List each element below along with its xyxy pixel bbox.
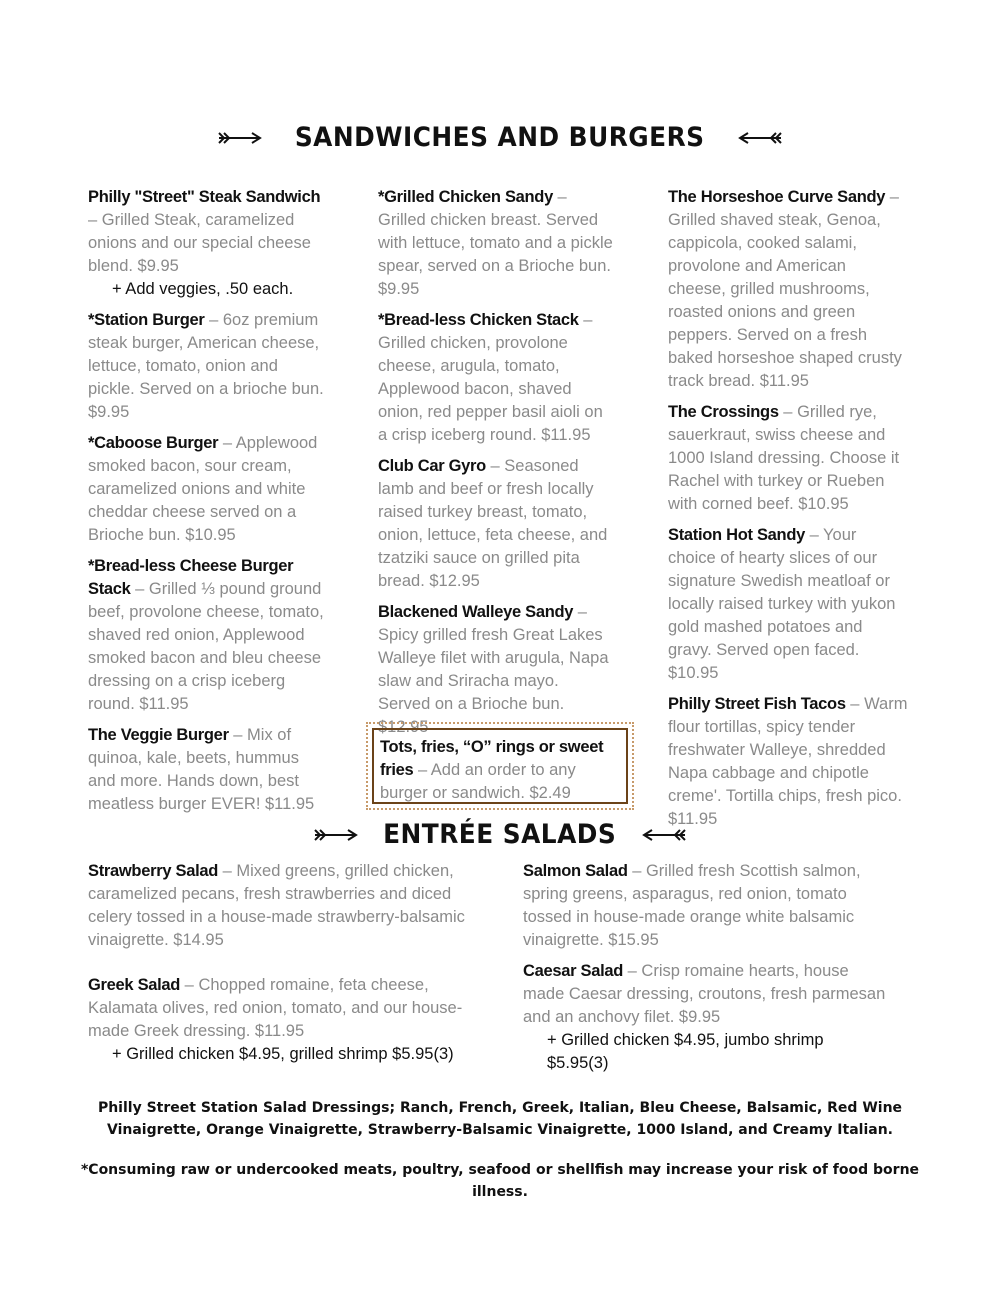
item-name: Salmon Salad [523,862,628,880]
item-description: – Grilled shaved steak, Genoa, cappicola, cooked salami, provolone and American cheese, grilled mushrooms, roasted onions and green peppers. Served on a fresh baked horseshoe shaped crusty track bread. $11.95 [668,188,902,390]
dressings-note: Philly Street Station Salad Dressings; Ranch, French, Greek, Italian, Bleu Cheese, Balsamic, Red Wine Vinaigrette, Orange Vinaigrette, Strawberry-Balsamic Vinaigrette, 1000 Island, and Creamy Italian. [97,1100,903,1138]
sandwiches-header [0,122,1000,153]
item-name: *Grilled Chicken Sandy [378,188,553,206]
item-name: The Veggie Burger [88,726,229,744]
menu-item [88,724,324,816]
item-addon: + Add veggies, .50 each. [112,280,294,298]
menu-item [88,432,324,547]
item-description: – 6oz premium steak burger, American cheese, lettuce, tomato, onion and pickle. Served on a brioche bun. $9.95 [88,311,324,421]
item-description: – Grilled fresh Scottish salmon, spring greens, asparagus, red onion, tomato tossed in house-made orange white balsamic vinaigrette. $15.95 [523,862,861,949]
item-description: – Chopped romaine, feta cheese, Kalamata olives, red onion, tomato, and our house-made Greek dressing. $11.95 [88,976,463,1040]
item-name: Station Hot Sandy [668,526,805,544]
sandwich-column-2 [378,186,614,747]
item-name: Blackened Walleye Sandy [378,603,574,621]
menu-item [88,555,324,716]
item-description: – Grilled Steak, caramelized onions and our special cheese blend. $9.95 [88,211,311,275]
item-description: – Grilled chicken, provolone cheese, arugula, tomato, Applewood bacon, shaved onion, red pepper basil aioli on a crisp iceberg round. $11.95 [378,311,603,444]
item-description: – Seasoned lamb and beef or fresh locally raised turkey breast, tomato, onion, lettuce, feta cheese, and tzatziki sauce on grilled pita bread. $12.95 [378,457,608,590]
item-description: – Spicy grilled fresh Great Lakes Walleye filet with arugula, Napa slaw and Sriracha mayo. Served on a Brioche bun. $12.95 [378,603,609,736]
menu-item [523,960,888,1075]
item-name: *Bread-less Chicken Stack [378,311,579,329]
item-name: The Horseshoe Curve Sandy [668,188,886,206]
item-name: Philly Street Fish Tacos [668,695,846,713]
salad-column-2 [523,860,888,1083]
sides-name: Tots, fries, “O” rings or sweet fries [380,738,604,779]
sandwiches-title: SANDWICHES AND BURGERS [295,122,705,153]
arrow-left-icon [737,131,783,145]
menu-item [378,601,614,739]
arrow-right-icon [217,131,263,145]
item-description: – Grilled rye, sauerkraut, swiss cheese and 1000 Island dressing. Choose it Rachel with turkey or Rueben with corned beef. $10.95 [668,403,900,513]
item-description: – Your choice of hearty slices of our signature Swedish meatloaf or locally raised turkey with yukon gold mashed potatoes and gravy. Served open faced. $10.95 [668,526,896,682]
item-name: Caesar Salad [523,962,624,980]
food-safety-warning: *Consuming raw or undercooked meats, poultry, seafood or shellfish may increase your risk of food borne illness. [80,1162,920,1200]
item-description: – Warm flour tortillas, spicy tender freshwater Walleye, shredded Napa cabbage and chipotle creme'. Tortilla chips, fresh pico. $11.95 [668,695,908,828]
sides-inner-frame [372,728,628,804]
menu-item [88,186,324,301]
item-name: The Crossings [668,403,779,421]
sides-box [366,722,634,810]
item-description: – Mix of quinoa, kale, beets, hummus and more. Hands down, best meatless burger EVER! $11.95 [88,726,315,813]
menu-item [88,974,468,1066]
item-name: *Caboose Burger [88,434,219,452]
menu-item [378,186,614,301]
item-name: *Station Burger [88,311,205,329]
arrow-right-icon [313,828,359,842]
salads-title: ENTRÉE SALADS [383,819,617,850]
menu-item [88,309,324,424]
item-description: – Crisp romaine hearts, house made Caesar dressing, croutons, fresh parmesan and an anchovy filet. $9.95 [523,962,886,1026]
menu-item [378,455,614,593]
sandwich-column-1 [88,186,324,824]
menu-item [668,186,908,393]
menu-item [523,860,888,952]
item-addon: + Grilled chicken $4.95, jumbo shrimp $5.95(3) [547,1031,824,1072]
item-name: Club Car Gyro [378,457,486,475]
item-name: Philly "Street" Steak Sandwich [88,188,321,206]
menu-item [88,860,468,952]
arrow-left-icon [641,828,687,842]
item-name: *Bread-less Cheese Burger Stack [88,557,294,598]
menu-item [668,693,908,831]
item-name: Strawberry Salad [88,862,219,880]
salads-header [0,819,1000,850]
menu-item [668,401,908,516]
salad-column-1 [88,860,468,1074]
item-description: – Mixed greens, grilled chicken, caramelized pecans, fresh strawberries and diced celery tossed in a house-made strawberry-balsamic vinaigrette. $14.95 [88,862,465,949]
menu-item [378,309,614,447]
item-name: Greek Salad [88,976,181,994]
sandwich-column-3 [668,186,908,839]
item-description: – Applewood smoked bacon, sour cream, caramelized onions and white cheddar cheese served on a Brioche bun. $10.95 [88,434,318,544]
menu-item [668,524,908,685]
item-description: – Grilled chicken breast. Served with lettuce, tomato and a pickle spear, served on a Brioche bun. $9.95 [378,188,613,298]
item-description: – Grilled ⅓ pound ground beef, provolone cheese, tomato, shaved red onion, Applewood smoked bacon and bleu cheese dressing on a crisp iceberg round. $11.95 [88,580,324,713]
item-addon: + Grilled chicken $4.95, grilled shrimp $5.95(3) [112,1045,454,1063]
sides-description: – Add an order to any burger or sandwich. $2.49 [380,761,576,802]
